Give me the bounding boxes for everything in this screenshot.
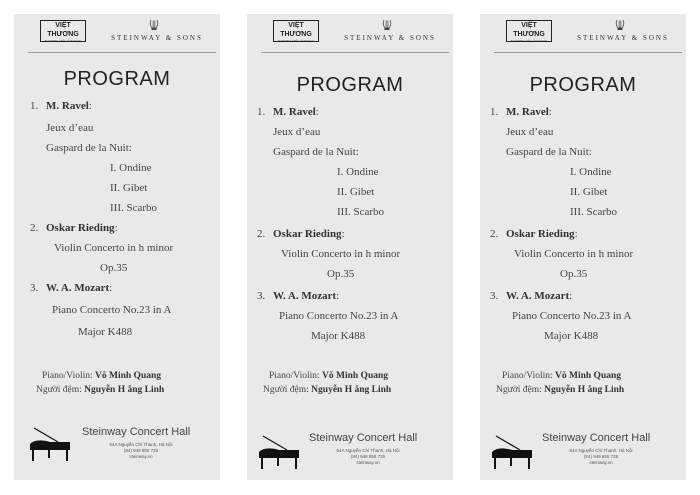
steinway-logo: STEINWAY & SONS xyxy=(111,34,203,42)
work-line: Op.35 xyxy=(560,268,588,280)
program-item-2: 2. Oskar Rieding: xyxy=(257,228,345,240)
program-item-1: 1. M. Ravel: xyxy=(257,106,319,118)
program-item-2: 2. Oskar Rieding: xyxy=(30,222,118,234)
performer-line: Người đệm: Nguyễn H ằng Linh xyxy=(496,385,625,395)
work-line: Piano Concerto No.23 in A xyxy=(279,310,399,322)
work-line: Op.35 xyxy=(100,262,128,274)
program-title: PROGRAM xyxy=(296,74,404,96)
movement-line: I. Ondine xyxy=(570,166,612,178)
program-title: PROGRAM xyxy=(529,74,637,96)
program-item-3: 3. W. A. Mozart: xyxy=(257,290,340,302)
header-logos xyxy=(28,18,218,50)
performer-line: Piano/Violin: Võ Minh Quang xyxy=(269,371,389,381)
movement-line: III. Scarbo xyxy=(570,206,618,218)
movement-line: II. Gibet xyxy=(570,186,608,198)
venue-address: 54A Nguyễn Chí Thanh, Hà Nội xyxy=(109,442,173,447)
work-line: Violin Concerto in h minor xyxy=(281,248,401,260)
program-item-1: 1. M. Ravel: xyxy=(490,106,552,118)
work-line: Major K488 xyxy=(311,330,366,342)
program-item-1: 1. M. Ravel: xyxy=(30,100,92,112)
venue-name: Steinway Concert Hall xyxy=(309,432,418,444)
steinway-lyre-icon xyxy=(148,18,160,32)
work-line: Violin Concerto in h minor xyxy=(54,242,174,254)
work-line: Major K488 xyxy=(78,326,133,338)
venue-phone: (84) 948 855 726 xyxy=(583,454,619,459)
venue-website: steinway.vn xyxy=(129,454,153,459)
work-line: Jeux d’eau xyxy=(46,122,94,134)
viet-thuong-logo: VIỆT THƯƠNG THƯƠNG HIỆU ÂM NHẠC xyxy=(506,20,552,42)
venue-address: 54A Nguyễn Chí Thanh, Hà Nội xyxy=(569,448,633,453)
viet-thuong-logo: VIỆT THƯƠNG THƯƠNG HIỆU ÂM NHẠC xyxy=(273,20,319,42)
venue-website: steinway.vn xyxy=(356,460,380,465)
steinway-lyre-icon xyxy=(381,18,393,32)
grand-piano-icon xyxy=(28,424,72,462)
performer-line: Piano/Violin: Võ Minh Quang xyxy=(502,371,622,381)
steinway-logo: STEINWAY & SONS xyxy=(344,34,436,42)
header-logos xyxy=(494,18,684,50)
program-title: PROGRAM xyxy=(63,68,171,90)
header-divider xyxy=(494,52,682,53)
grand-piano-icon xyxy=(490,432,534,470)
performer-line: Người đệm: Nguyễn H ằng Linh xyxy=(263,385,392,395)
program-card-3 xyxy=(480,14,686,480)
steinway-logo: STEINWAY & SONS xyxy=(577,34,669,42)
work-line: Jeux d’eau xyxy=(273,126,321,138)
performer-line: Piano/Violin: Võ Minh Quang xyxy=(42,371,162,381)
venue-name: Steinway Concert Hall xyxy=(82,426,191,438)
program-card-2 xyxy=(247,14,453,480)
steinway-lyre-icon xyxy=(614,18,626,32)
header-logos xyxy=(261,18,451,50)
movement-line: II. Gibet xyxy=(110,182,148,194)
program-item-3: 3. W. A. Mozart: xyxy=(30,282,113,294)
work-line: Gaspard de la Nuit: xyxy=(273,146,359,158)
work-line: Piano Concerto No.23 in A xyxy=(512,310,632,322)
work-line: Gaspard de la Nuit: xyxy=(46,142,132,154)
venue-phone: (84) 948 855 726 xyxy=(350,454,386,459)
program-item-2: 2. Oskar Rieding: xyxy=(490,228,578,240)
work-line: Gaspard de la Nuit: xyxy=(506,146,592,158)
movement-line: I. Ondine xyxy=(110,162,152,174)
program-card-1 xyxy=(14,14,220,480)
work-line: Jeux d’eau xyxy=(506,126,554,138)
viet-thuong-logo: VIỆT THƯƠNG THƯƠNG HIỆU ÂM NHẠC xyxy=(40,20,86,42)
venue-website: steinway.vn xyxy=(589,460,613,465)
work-line: Major K488 xyxy=(544,330,599,342)
venue-address: 54A Nguyễn Chí Thanh, Hà Nội xyxy=(336,448,400,453)
movement-line: III. Scarbo xyxy=(337,206,385,218)
header-divider xyxy=(261,52,449,53)
grand-piano-icon xyxy=(257,432,301,470)
program-item-3: 3. W. A. Mozart: xyxy=(490,290,573,302)
venue-phone: (84) 948 855 726 xyxy=(123,448,159,453)
movement-line: III. Scarbo xyxy=(110,202,158,214)
movement-line: II. Gibet xyxy=(337,186,375,198)
work-line: Op.35 xyxy=(327,268,355,280)
work-line: Piano Concerto No.23 in A xyxy=(52,304,172,316)
header-divider xyxy=(28,52,216,53)
movement-line: I. Ondine xyxy=(337,166,379,178)
work-line: Violin Concerto in h minor xyxy=(514,248,634,260)
performer-line: Người đệm: Nguyễn H ằng Linh xyxy=(36,385,165,395)
venue-name: Steinway Concert Hall xyxy=(542,432,651,444)
